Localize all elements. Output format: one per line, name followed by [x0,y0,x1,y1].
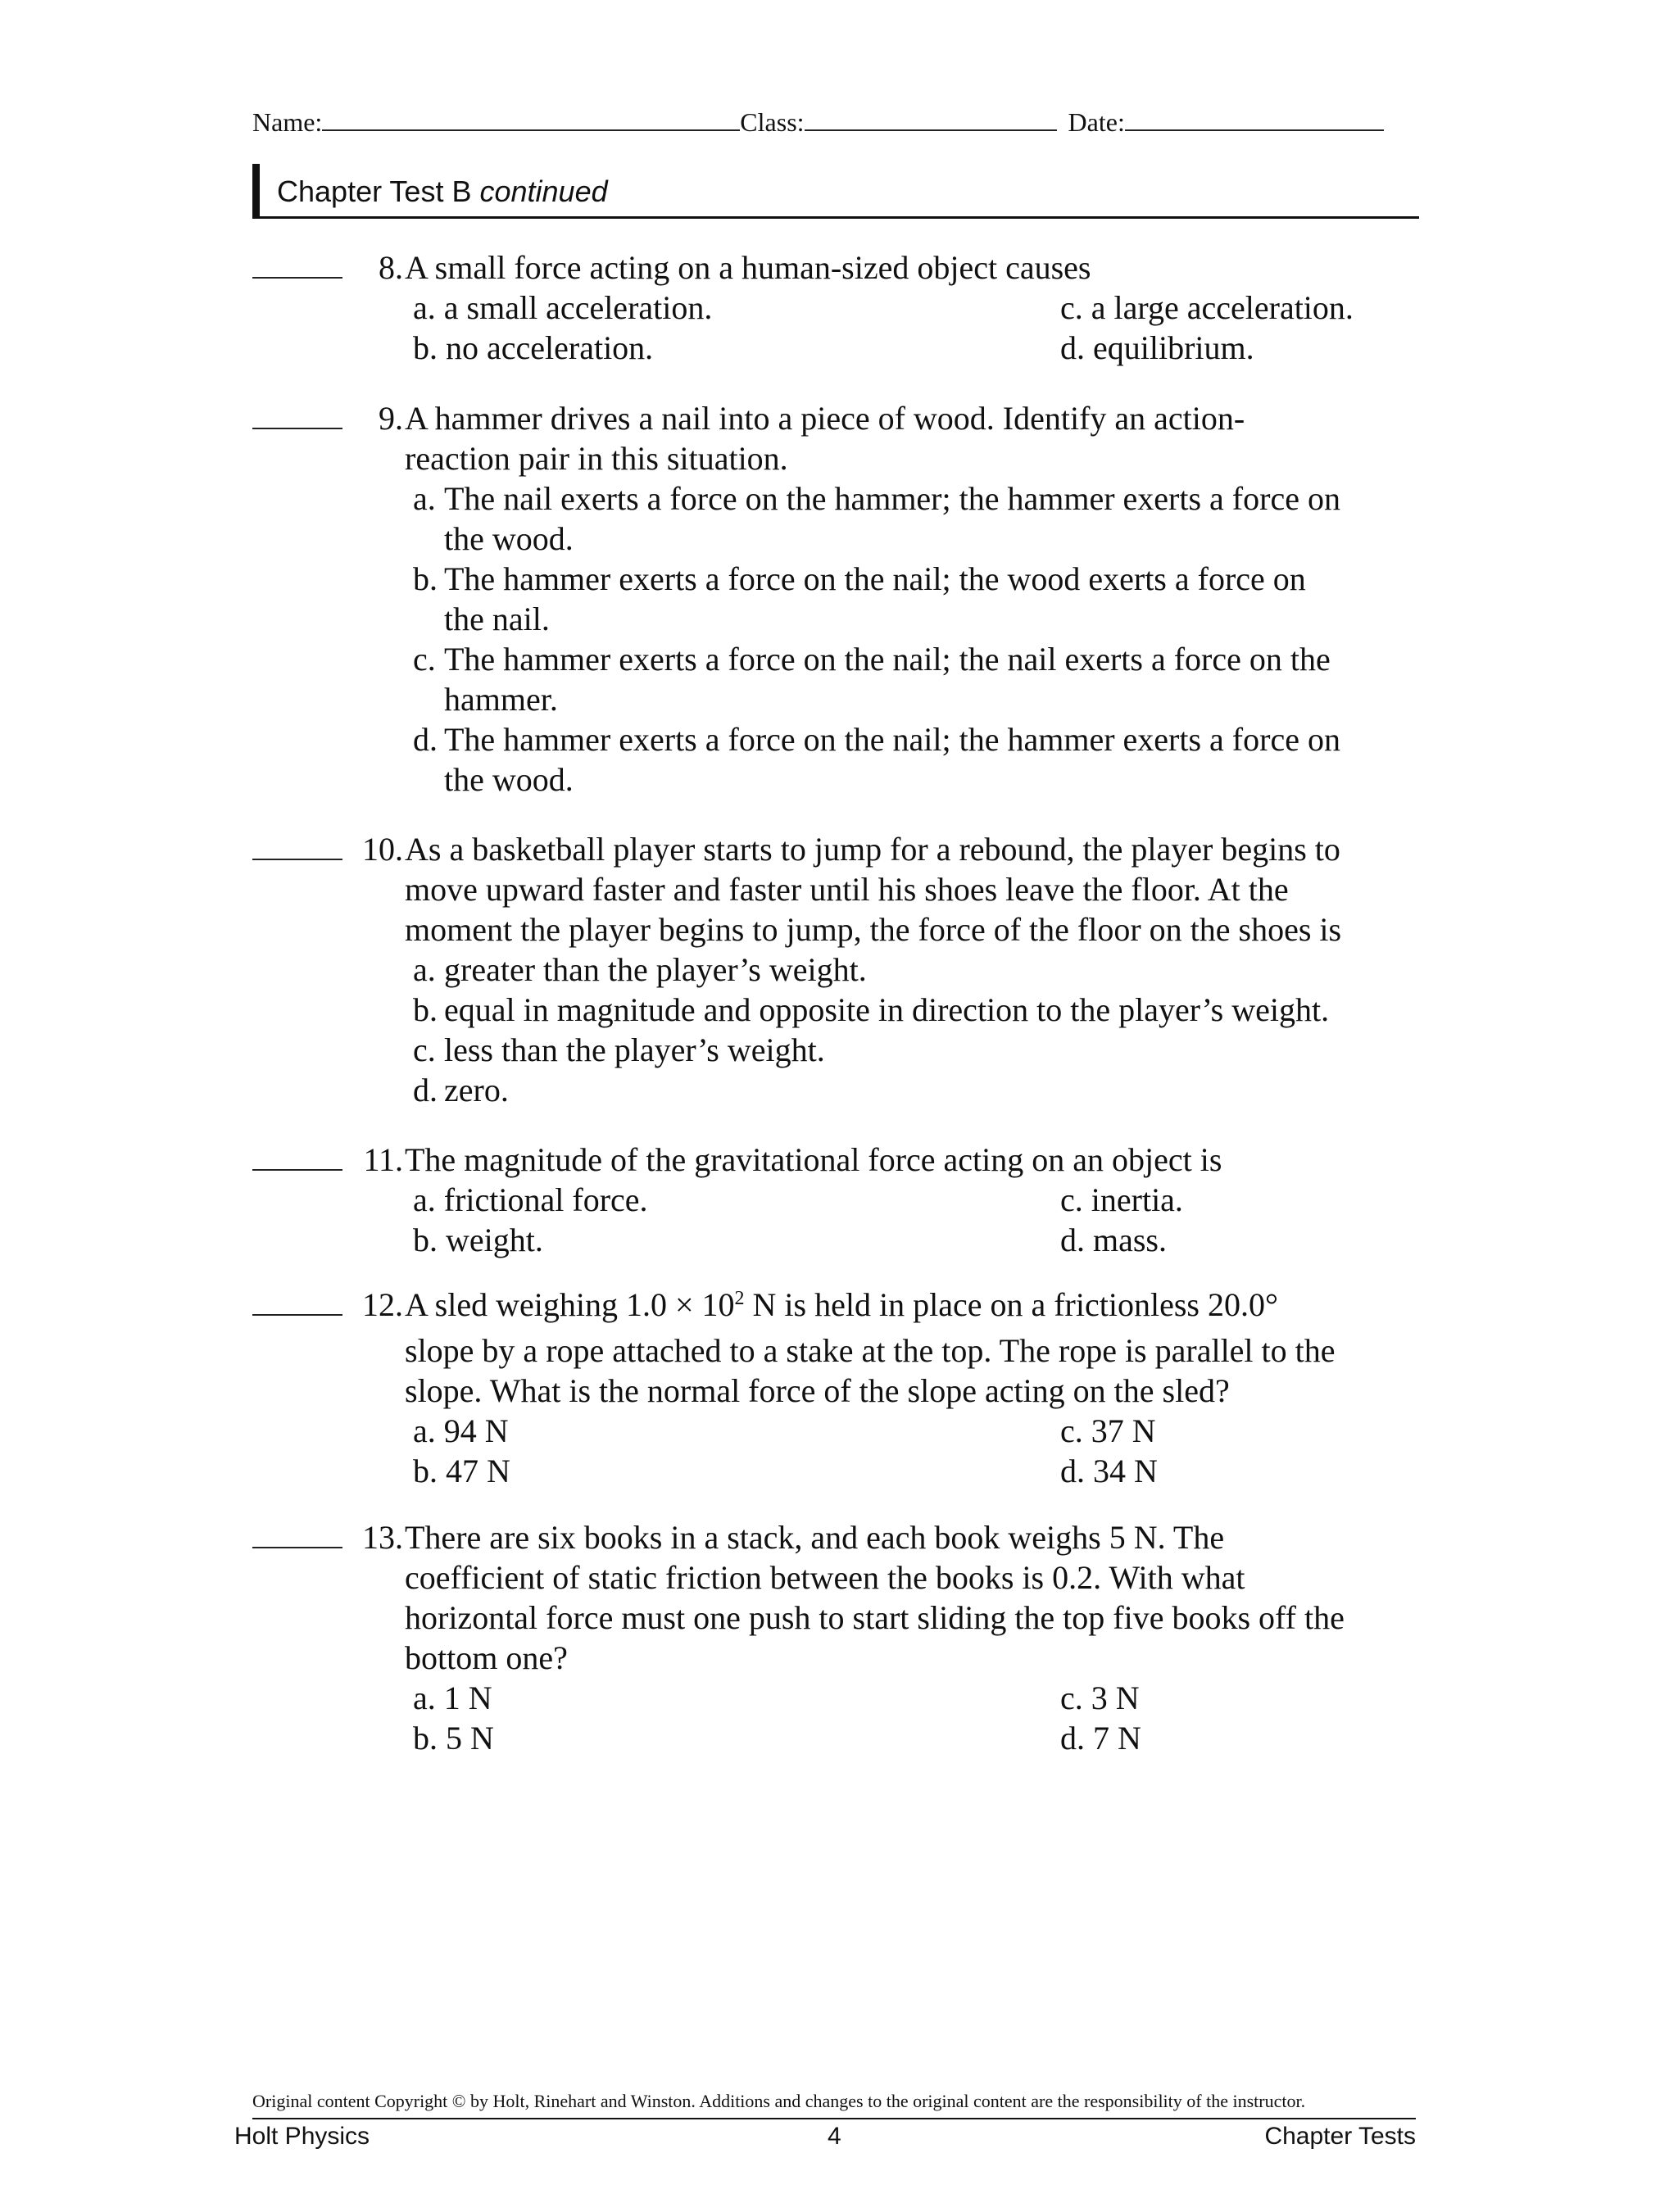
question-8 [252,247,1419,370]
banner-accent-bar [252,164,260,216]
option-a[interactable]: a. 94 N [413,1412,509,1449]
option-d[interactable]: d. 34 N [1060,1453,1158,1489]
name-field[interactable] [322,98,740,131]
question-10 [252,829,1419,1124]
question-stem: There are six books in a stack, and each book weighs 5 N. The coefficient of static friction between the books is 0.2. With what horizontal force must one push to start sliding the top five books off the bottom one? [405,1519,1345,1676]
footer-divider [252,2118,1416,2119]
copyright-notice: Original content Copyright © by Holt, Rinehart and Winston. Additions and changes to the original content are the responsibility of the instructor. [252,2091,1306,2111]
question-number: 10. [362,831,403,868]
option-d[interactable]: d. The hammer exerts a force on the nail; the hammer exerts a force on the wood. [413,721,1340,798]
question-stem: As a basketball player starts to jump for a rebound, the player begins to move upward faster and faster until his shoes leave the floor. At the moment the player begins to jump, the force of the floor on the shoes is [405,831,1342,948]
option-c[interactable]: c. inertia. [1060,1181,1183,1218]
student-info-line [252,98,1416,139]
options [405,950,1419,1110]
option-d[interactable]: d. zero. [413,1072,509,1108]
question-number: 9. [379,400,403,437]
option-a[interactable]: a. greater than the player’s weight. [413,951,867,988]
question-11 [252,1140,1419,1262]
option-d[interactable]: d. equilibrium. [1060,329,1254,366]
option-b[interactable]: b. The hammer exerts a force on the nail; the wood exerts a force on the nail. [413,560,1306,637]
question-number: 13. [362,1519,403,1556]
option-d[interactable]: d. 7 N [1060,1720,1141,1756]
question-stem: The magnitude of the gravitational force acting on an object is [405,1141,1222,1178]
chapter-banner [252,164,1419,219]
options [405,1180,1419,1260]
banner-subtitle: continued [479,175,608,208]
class-field[interactable] [805,98,1057,131]
date-field[interactable] [1125,98,1384,131]
question-number: 12. [362,1286,403,1323]
option-c[interactable]: c. 37 N [1060,1412,1156,1449]
option-b[interactable]: b. no acceleration. [413,329,654,366]
option-b[interactable]: b. 47 N [413,1453,510,1489]
footer-section-title: Chapter Tests [1264,2123,1416,2150]
question-12 [252,1285,1419,1498]
page-number: 4 [828,2123,841,2150]
option-c[interactable]: c. a large acceleration. [1060,289,1354,326]
name-label: Name: [252,107,323,137]
question-number: 11. [363,1141,403,1178]
question-number: 8. [379,249,403,286]
options [405,478,1419,800]
option-c[interactable]: c. The hammer exerts a force on the nail; the nail exerts a force on the hammer. [413,641,1331,718]
option-b[interactable]: b. equal in magnitude and opposite in direction to the player’s weight. [413,991,1330,1028]
banner-title-text: Chapter Test B [277,175,472,208]
question-stem: A hammer drives a nail into a piece of wood. Identify an action- reaction pair in this situation. [405,400,1245,477]
class-label: Class: [740,107,805,137]
option-a[interactable]: a. a small acceleration. [413,289,713,326]
option-b[interactable]: b. 5 N [413,1720,494,1756]
footer-book-title: Holt Physics [234,2123,370,2150]
option-a[interactable]: a. The nail exerts a force on the hammer; the hammer exerts a force on the wood. [413,480,1340,557]
options [405,288,1419,368]
options [405,1678,1419,1758]
option-b[interactable]: b. weight. [413,1222,543,1258]
question-stem: A small force acting on a human-sized object causes [405,249,1091,286]
option-a[interactable]: a. frictional force. [413,1181,648,1218]
option-d[interactable]: d. mass. [1060,1222,1167,1258]
options [405,1411,1419,1491]
option-c[interactable]: c. less than the player’s weight. [413,1031,825,1068]
question-stem: A sled weighing $1.0 \times 10^2$ N is held in place on a frictionless 20.0° slope by a rope attached to a stake at the top. The rope is parallel to the slope. What is the normal force of the slope acting on the sled? [405,1286,1336,1409]
option-a[interactable]: a. 1 N [413,1679,492,1716]
question-13 [252,1517,1419,1763]
date-label: Date: [1068,107,1125,137]
banner-title [277,174,608,210]
option-c[interactable]: c. 3 N [1060,1679,1140,1716]
question-9 [252,398,1419,808]
